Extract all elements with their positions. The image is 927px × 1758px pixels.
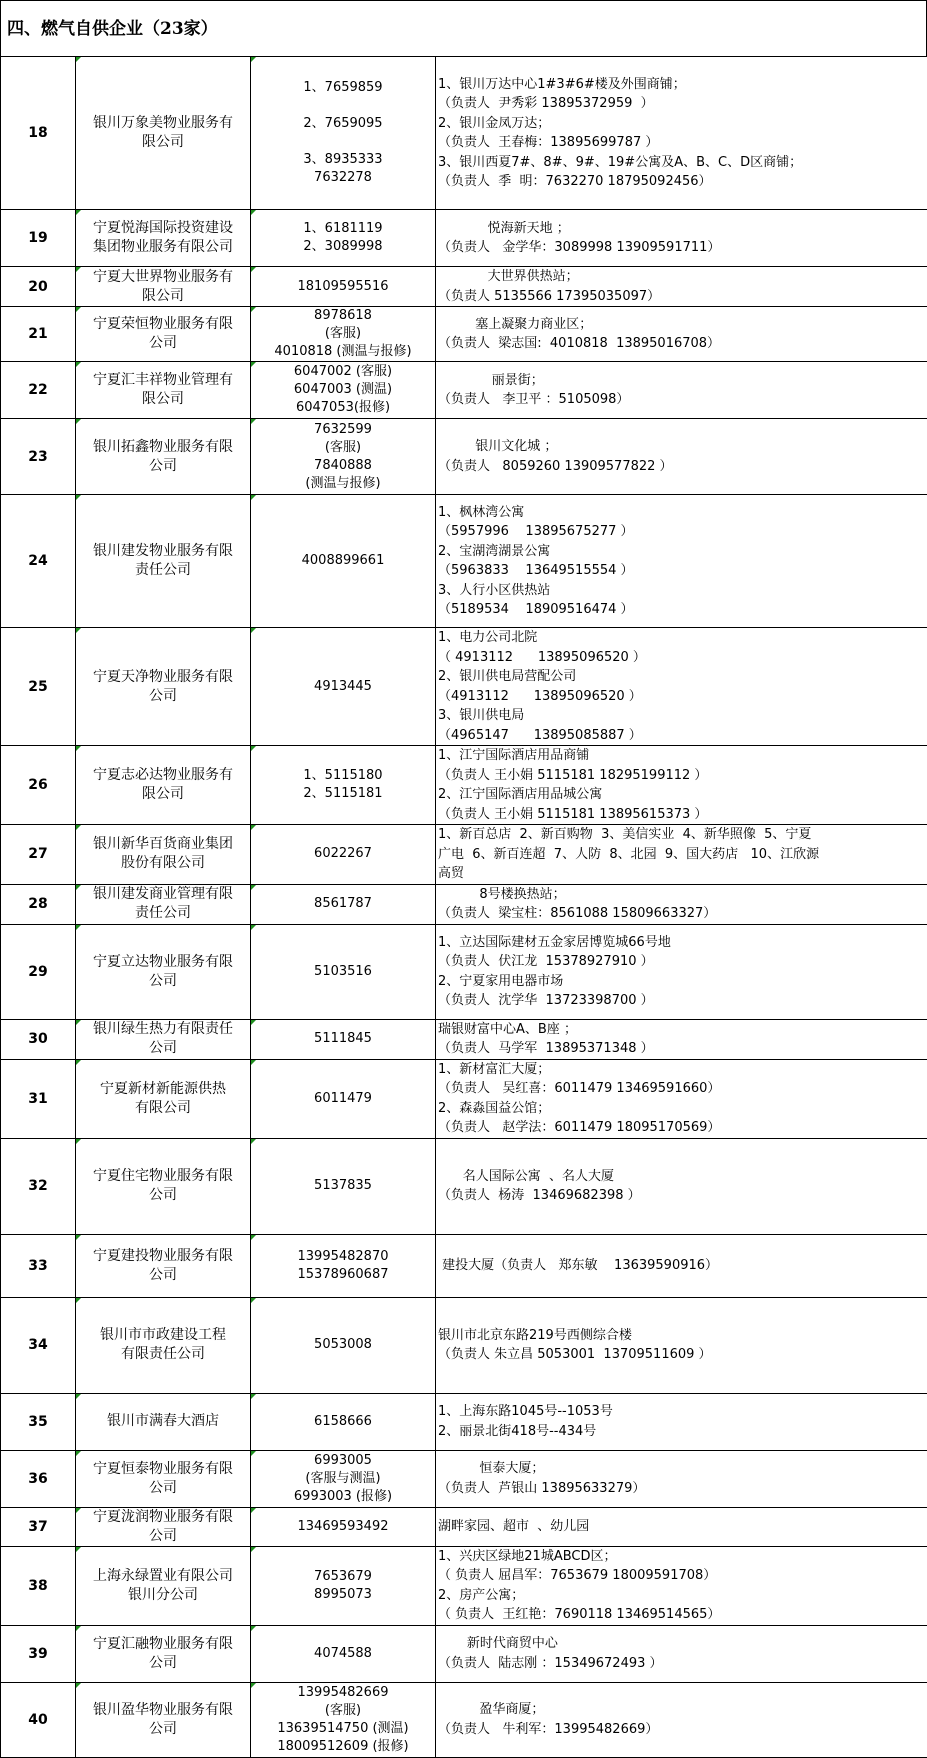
company-name-line: 宁夏汇丰祥物业管理有 [78, 371, 248, 390]
row-number: 34 [1, 1297, 76, 1393]
phone-numbers [251, 1234, 436, 1297]
company-name [76, 825, 251, 885]
table-row [1, 1393, 927, 1450]
service-area-info-line: （负责人 5135566 17395035097） [438, 287, 925, 307]
service-area-info-line: 1、立达国际建材五金家居博览城66号地 [438, 933, 925, 953]
company-name [76, 419, 251, 495]
service-area-info-line: 1、电力公司北院 [438, 628, 925, 648]
company-name-line: 公司 [78, 1266, 248, 1285]
service-area-info [436, 1138, 927, 1234]
service-area-info [436, 1625, 927, 1682]
company-name-line: 宁夏泷润物业服务有限 [78, 1508, 248, 1527]
table-row [1, 1546, 927, 1625]
service-area-info-line: （ 4913112 13895096520 ） [438, 648, 925, 668]
company-name-line: 公司 [78, 1654, 248, 1673]
phone-numbers [251, 924, 436, 1019]
company-name-line: 银川建发物业服务有限 [78, 542, 248, 561]
company-name [76, 628, 251, 746]
phone-numbers-line: 6011479 [253, 1090, 433, 1108]
service-area-info-line: 塞上凝聚力商业区； [438, 315, 925, 335]
table-row [1, 628, 927, 746]
service-area-info-line: 1、兴庆区绿地21城ABCD区； [438, 1547, 925, 1567]
row-number: 33 [1, 1234, 76, 1297]
service-area-info [436, 307, 927, 362]
company-name-line: 公司 [78, 1527, 248, 1546]
table-row [1, 210, 927, 267]
service-area-info-line: （负责人 梁宝柱：8561088 15809663327） [438, 904, 925, 924]
row-number: 29 [1, 924, 76, 1019]
phone-numbers-line: (客服) [253, 439, 433, 457]
row-number: 19 [1, 210, 76, 267]
row-number: 39 [1, 1625, 76, 1682]
service-area-info [436, 495, 927, 628]
table-row [1, 362, 927, 419]
company-name [76, 267, 251, 307]
service-area-info-line: 2、银川供电局营配公司 [438, 667, 925, 687]
row-number: 32 [1, 1138, 76, 1234]
row-number: 20 [1, 267, 76, 307]
phone-numbers [251, 1138, 436, 1234]
phone-numbers-line: (客服与测温) [253, 1470, 433, 1488]
row-number: 35 [1, 1393, 76, 1450]
company-name-line: 公司 [78, 1720, 248, 1739]
phone-numbers-line: 6158666 [253, 1413, 433, 1431]
row-number: 38 [1, 1546, 76, 1625]
company-name-line: 银川分公司 [78, 1586, 248, 1605]
service-area-info-line: （负责人 陆志刚 ：15349672493 ） [438, 1654, 925, 1674]
service-area-info-line: 银川市北京东路219号西侧综合楼 [438, 1326, 925, 1346]
phone-numbers [251, 419, 436, 495]
phone-numbers-line: 2、3089998 [253, 238, 433, 256]
phone-numbers-line: 5103516 [253, 963, 433, 981]
service-area-info [436, 1393, 927, 1450]
service-area-info [436, 57, 927, 210]
service-area-info-line: 3、银川西夏7#、8#、9#、19#公寓及A、B、C、D区商铺； [438, 153, 925, 173]
company-name-line: 银川拓鑫物业服务有限 [78, 438, 248, 457]
service-area-info-line: 2、银川金凤万达； [438, 114, 925, 134]
row-number: 24 [1, 495, 76, 628]
service-area-info-line: （负责人 芦银山 13895633279） [438, 1479, 925, 1499]
company-name-line: 宁夏恒泰物业服务有限 [78, 1460, 248, 1479]
company-name [76, 362, 251, 419]
row-number: 22 [1, 362, 76, 419]
table-row [1, 1450, 927, 1507]
company-name [76, 924, 251, 1019]
phone-numbers [251, 495, 436, 628]
service-area-info-line: （负责人 梁志国: 4010818 13895016708） [438, 334, 925, 354]
phone-numbers-line: 1、5115180 [253, 767, 433, 785]
service-area-info-line: 2、宝湖湾湖景公寓 [438, 542, 925, 562]
phone-numbers-line: 13995482669 [253, 1684, 433, 1702]
section-title: 四、燃气自供企业（23家） [0, 0, 927, 56]
company-name [76, 1234, 251, 1297]
table-row [1, 1234, 927, 1297]
company-name [76, 210, 251, 267]
service-area-info-line: 名人国际公寓 、名人大厦 [438, 1167, 925, 1187]
company-name-line: 银川万象美物业服务有 [78, 114, 248, 133]
phone-numbers [251, 362, 436, 419]
phone-numbers [251, 825, 436, 885]
phone-numbers-line: 13639514750 (测温) [253, 1720, 433, 1738]
service-area-info-line: （负责人 李卫平 ：5105098） [438, 390, 925, 410]
company-name-line: 限公司 [78, 287, 248, 306]
service-area-info-line: （5189534 18909516474 ） [438, 600, 925, 620]
row-number: 30 [1, 1019, 76, 1059]
service-area-info-line: （负责人 尹秀彩 13895372959 ） [438, 94, 925, 114]
company-name [76, 1138, 251, 1234]
service-area-info [436, 1019, 927, 1059]
phone-numbers-line: 4008899661 [253, 552, 433, 570]
table-row [1, 1507, 927, 1546]
service-area-info [436, 362, 927, 419]
company-name-line: 公司 [78, 1039, 248, 1058]
service-area-info [436, 628, 927, 746]
company-name-line: 银川市市政建设工程 [78, 1326, 248, 1345]
row-number: 21 [1, 307, 76, 362]
table-row [1, 825, 927, 885]
phone-numbers [251, 57, 436, 210]
service-area-info-line: 1、枫林湾公寓 [438, 503, 925, 523]
phone-numbers-line: 18109595516 [253, 278, 433, 296]
company-name-line: 上海永绿置业有限公司 [78, 1567, 248, 1586]
table-row [1, 419, 927, 495]
service-area-info-line: （负责人 牛利军：13995482669） [438, 1720, 925, 1740]
phone-numbers-line: 6047003 (测温) [253, 381, 433, 399]
company-name-line: 宁夏悦海国际投资建设 [78, 219, 248, 238]
phone-numbers-line: 7632599 [253, 421, 433, 439]
service-area-info-line: 大世界供热站； [438, 267, 925, 287]
company-name-line: 银川新华百货商业集团 [78, 835, 248, 854]
company-name-line: 公司 [78, 1186, 248, 1205]
service-area-info-line: 2、江宁国际酒店用品城公寓 [438, 785, 925, 805]
service-area-info-line: （负责人 王春梅：13895699787 ） [438, 133, 925, 153]
phone-numbers [251, 1297, 436, 1393]
service-area-info-line: 8号楼换热站； [438, 885, 925, 905]
phone-numbers-line: 4913445 [253, 678, 433, 696]
service-area-info-line: 盈华商厦； [438, 1700, 925, 1720]
company-name-line: 银川建发商业管理有限 [78, 885, 248, 904]
phone-numbers-line: (客服) [253, 325, 433, 343]
service-area-info-line: （负责人 王小娟 5115181 13895615373 ） [438, 805, 925, 825]
row-number: 40 [1, 1682, 76, 1757]
company-name [76, 884, 251, 924]
service-area-info-line: 2、森淼国益公馆； [438, 1099, 925, 1119]
company-name [76, 1450, 251, 1507]
service-area-info-line: 湖畔家园、超市 、幼儿园 [438, 1517, 925, 1537]
company-name [76, 1507, 251, 1546]
phone-numbers [251, 746, 436, 825]
company-name-line: 银川市满春大酒店 [78, 1412, 248, 1431]
phone-numbers [251, 1450, 436, 1507]
company-name-line: 宁夏建投物业服务有限 [78, 1247, 248, 1266]
service-area-info-line: 1、新百总店 2、新百购物 3、美信实业 4、新华照像 5、宁夏 [438, 825, 925, 845]
service-area-info-line: （5957996 13895675277 ） [438, 522, 925, 542]
company-name-line: 宁夏新材新能源供热 [78, 1080, 248, 1099]
company-name-line: 宁夏天净物业服务有限 [78, 668, 248, 687]
phone-numbers [251, 884, 436, 924]
service-area-info-line: （负责人 吴红喜：6011479 13469591660） [438, 1079, 925, 1099]
service-area-info-line: 瑞银财富中心A、B座 ； [438, 1020, 925, 1040]
phone-numbers-line: 5137835 [253, 1177, 433, 1195]
service-area-info-line: 3、人行小区供热站 [438, 581, 925, 601]
phone-numbers-line: 4010818 (测温与报修) [253, 343, 433, 361]
service-area-info-line: （负责人 朱立昌 5053001 13709511609 ） [438, 1345, 925, 1365]
service-area-info-line: 1、江宁国际酒店用品商铺 [438, 746, 925, 766]
row-number: 25 [1, 628, 76, 746]
service-area-info [436, 419, 927, 495]
service-area-info-line: （负责人 马学军 13895371348 ） [438, 1039, 925, 1059]
phone-numbers-line: 18009512609 (报修) [253, 1738, 433, 1756]
phone-numbers-line: 7632278 [253, 169, 433, 187]
phone-numbers-line: 13469593492 [253, 1518, 433, 1536]
service-area-info-line: 新时代商贸中心 [438, 1634, 925, 1654]
phone-numbers-line [253, 97, 433, 115]
row-number: 37 [1, 1507, 76, 1546]
service-area-info-line: 建投大厦（负责人 郑东敏 13639590916） [438, 1256, 925, 1276]
company-name [76, 495, 251, 628]
row-number: 28 [1, 884, 76, 924]
company-name-line: 银川绿生热力有限责任 [78, 1020, 248, 1039]
company-name-line: 限公司 [78, 390, 248, 409]
phone-numbers-line: 1、6181119 [253, 220, 433, 238]
table-row [1, 1682, 927, 1757]
phone-numbers-line: 4074588 [253, 1645, 433, 1663]
phone-numbers [251, 1019, 436, 1059]
company-name-line: 公司 [78, 1479, 248, 1498]
phone-numbers [251, 1507, 436, 1546]
phone-numbers-line [253, 133, 433, 151]
service-area-info-line: （4913112 13895096520 ） [438, 687, 925, 707]
table-row [1, 884, 927, 924]
company-name-line: 公司 [78, 687, 248, 706]
company-name-line: 责任公司 [78, 904, 248, 923]
phone-numbers-line: 15378960687 [253, 1266, 433, 1284]
phone-numbers [251, 1625, 436, 1682]
phone-numbers [251, 1546, 436, 1625]
company-name-line: 宁夏志必达物业服务有 [78, 766, 248, 785]
phone-numbers-line: 7840888 [253, 457, 433, 475]
phone-numbers-line: (测温与报修) [253, 475, 433, 493]
phone-numbers-line: 6022267 [253, 845, 433, 863]
service-area-info-line: 悦海新天地 ； [438, 219, 925, 239]
phone-numbers [251, 210, 436, 267]
service-area-info-line: （负责人 沈学华 13723398700 ） [438, 991, 925, 1011]
company-name [76, 57, 251, 210]
service-area-info-line: 高贸 [438, 864, 925, 884]
phone-numbers-line: 7653679 [253, 1568, 433, 1586]
service-area-info-line: 2、宁夏家用电器市场 [438, 972, 925, 992]
service-area-info-line: （负责人 赵学法：6011479 18095170569） [438, 1118, 925, 1138]
row-number: 18 [1, 57, 76, 210]
service-area-info-line: 1、上海东路1045号--1053号 [438, 1402, 925, 1422]
service-area-info [436, 1234, 927, 1297]
row-number: 36 [1, 1450, 76, 1507]
service-area-info-line: （ 负责人 王红艳：7690118 13469514565） [438, 1605, 925, 1625]
service-area-info-line: 银川文化城 ； [438, 437, 925, 457]
table-row [1, 1138, 927, 1234]
table-row [1, 1019, 927, 1059]
company-name-line: 公司 [78, 457, 248, 476]
company-name-line: 银川盈华物业服务有限 [78, 1701, 248, 1720]
company-name-line: 限公司 [78, 785, 248, 804]
company-name [76, 1393, 251, 1450]
company-name-line: 公司 [78, 334, 248, 353]
service-area-info-line: （ 负责人 屈昌军：7653679 18009591708） [438, 1566, 925, 1586]
phone-numbers-line: 8995073 [253, 1586, 433, 1604]
table-row [1, 1297, 927, 1393]
phone-numbers-line: 2、7659095 [253, 115, 433, 133]
service-area-info [436, 1450, 927, 1507]
table-row [1, 307, 927, 362]
company-name [76, 1682, 251, 1757]
service-area-info [436, 924, 927, 1019]
service-area-info-line: （负责人 金学华：3089998 13909591711） [438, 238, 925, 258]
service-area-info [436, 267, 927, 307]
service-area-info-line: 丽景街； [438, 371, 925, 391]
service-area-info-line: 1、银川万达中心1#3#6#楼及外围商铺； [438, 75, 925, 95]
service-area-info-line: （负责人 8059260 13909577822 ） [438, 457, 925, 477]
phone-numbers-line: 3、8935333 [253, 151, 433, 169]
service-area-info-line: 恒泰大厦； [438, 1459, 925, 1479]
service-area-info [436, 1546, 927, 1625]
company-name-line: 集团物业服务有限公司 [78, 238, 248, 257]
table-row [1, 57, 927, 210]
phone-numbers-line: 8561787 [253, 895, 433, 913]
phone-numbers-line: 2、5115181 [253, 785, 433, 803]
phone-numbers [251, 307, 436, 362]
service-area-info-line: 3、银川供电局 [438, 706, 925, 726]
company-name [76, 1297, 251, 1393]
service-area-info-line: （负责人 季 明：7632270 18795092456） [438, 172, 925, 192]
service-area-info-line: （5963833 13649515554 ） [438, 561, 925, 581]
phone-numbers-line: 6993005 [253, 1452, 433, 1470]
company-name-line: 责任公司 [78, 561, 248, 580]
table-row [1, 1625, 927, 1682]
table-row [1, 1059, 927, 1138]
table-row [1, 746, 927, 825]
phone-numbers-line: 6047002 (客服) [253, 363, 433, 381]
service-area-info [436, 746, 927, 825]
phone-numbers [251, 1393, 436, 1450]
enterprise-table [0, 56, 927, 1758]
service-area-info-line: （4965147 13895085887 ） [438, 726, 925, 746]
company-name [76, 1625, 251, 1682]
company-name [76, 307, 251, 362]
row-number: 26 [1, 746, 76, 825]
company-name-line: 有限责任公司 [78, 1345, 248, 1364]
company-name-line: 宁夏立达物业服务有限 [78, 953, 248, 972]
company-name-line: 宁夏大世界物业服务有 [78, 268, 248, 287]
company-name [76, 1019, 251, 1059]
company-name-line: 有限公司 [78, 1099, 248, 1118]
phone-numbers-line: 6047053(报修) [253, 399, 433, 417]
company-name-line: 公司 [78, 972, 248, 991]
phone-numbers [251, 1682, 436, 1757]
company-name [76, 1546, 251, 1625]
service-area-info [436, 1059, 927, 1138]
company-name-line: 宁夏住宅物业服务有限 [78, 1167, 248, 1186]
phone-numbers-line: (客服) [253, 1702, 433, 1720]
company-name-line: 股份有限公司 [78, 854, 248, 873]
company-name-line: 宁夏荣恒物业服务有限 [78, 315, 248, 334]
phone-numbers [251, 267, 436, 307]
phone-numbers [251, 628, 436, 746]
phone-numbers-line: 5053008 [253, 1336, 433, 1354]
service-area-info [436, 1682, 927, 1757]
service-area-info-line: 2、房产公寓； [438, 1586, 925, 1606]
service-area-info-line: 1、新材富汇大厦； [438, 1060, 925, 1080]
phone-numbers [251, 1059, 436, 1138]
table-row [1, 924, 927, 1019]
service-area-info-line: （负责人 杨涛 13469682398 ） [438, 1186, 925, 1206]
phone-numbers-line: 1、7659859 [253, 79, 433, 97]
company-name-line: 限公司 [78, 133, 248, 152]
company-name [76, 746, 251, 825]
row-number: 27 [1, 825, 76, 885]
phone-numbers-line: 13995482870 [253, 1248, 433, 1266]
row-number: 31 [1, 1059, 76, 1138]
table-row [1, 267, 927, 307]
table-row [1, 495, 927, 628]
service-area-info [436, 884, 927, 924]
company-name-line: 宁夏汇融物业服务有限 [78, 1635, 248, 1654]
phone-numbers-line: 6993003 (报修) [253, 1488, 433, 1506]
service-area-info-line: 2、丽景北街418号--434号 [438, 1422, 925, 1442]
phone-numbers-line: 8978618 [253, 307, 433, 325]
service-area-info-line: 广电 6、新百连超 7、人防 8、北园 9、国大药店 10、江欣源 [438, 845, 925, 865]
service-area-info [436, 1297, 927, 1393]
company-name [76, 1059, 251, 1138]
service-area-info-line: （负责人 王小娟 5115181 18295199112 ） [438, 766, 925, 786]
service-area-info [436, 1507, 927, 1546]
service-area-info [436, 825, 927, 885]
service-area-info-line: （负责人 伏江龙 15378927910 ） [438, 952, 925, 972]
service-area-info [436, 210, 927, 267]
phone-numbers-line: 5111845 [253, 1030, 433, 1048]
row-number: 23 [1, 419, 76, 495]
